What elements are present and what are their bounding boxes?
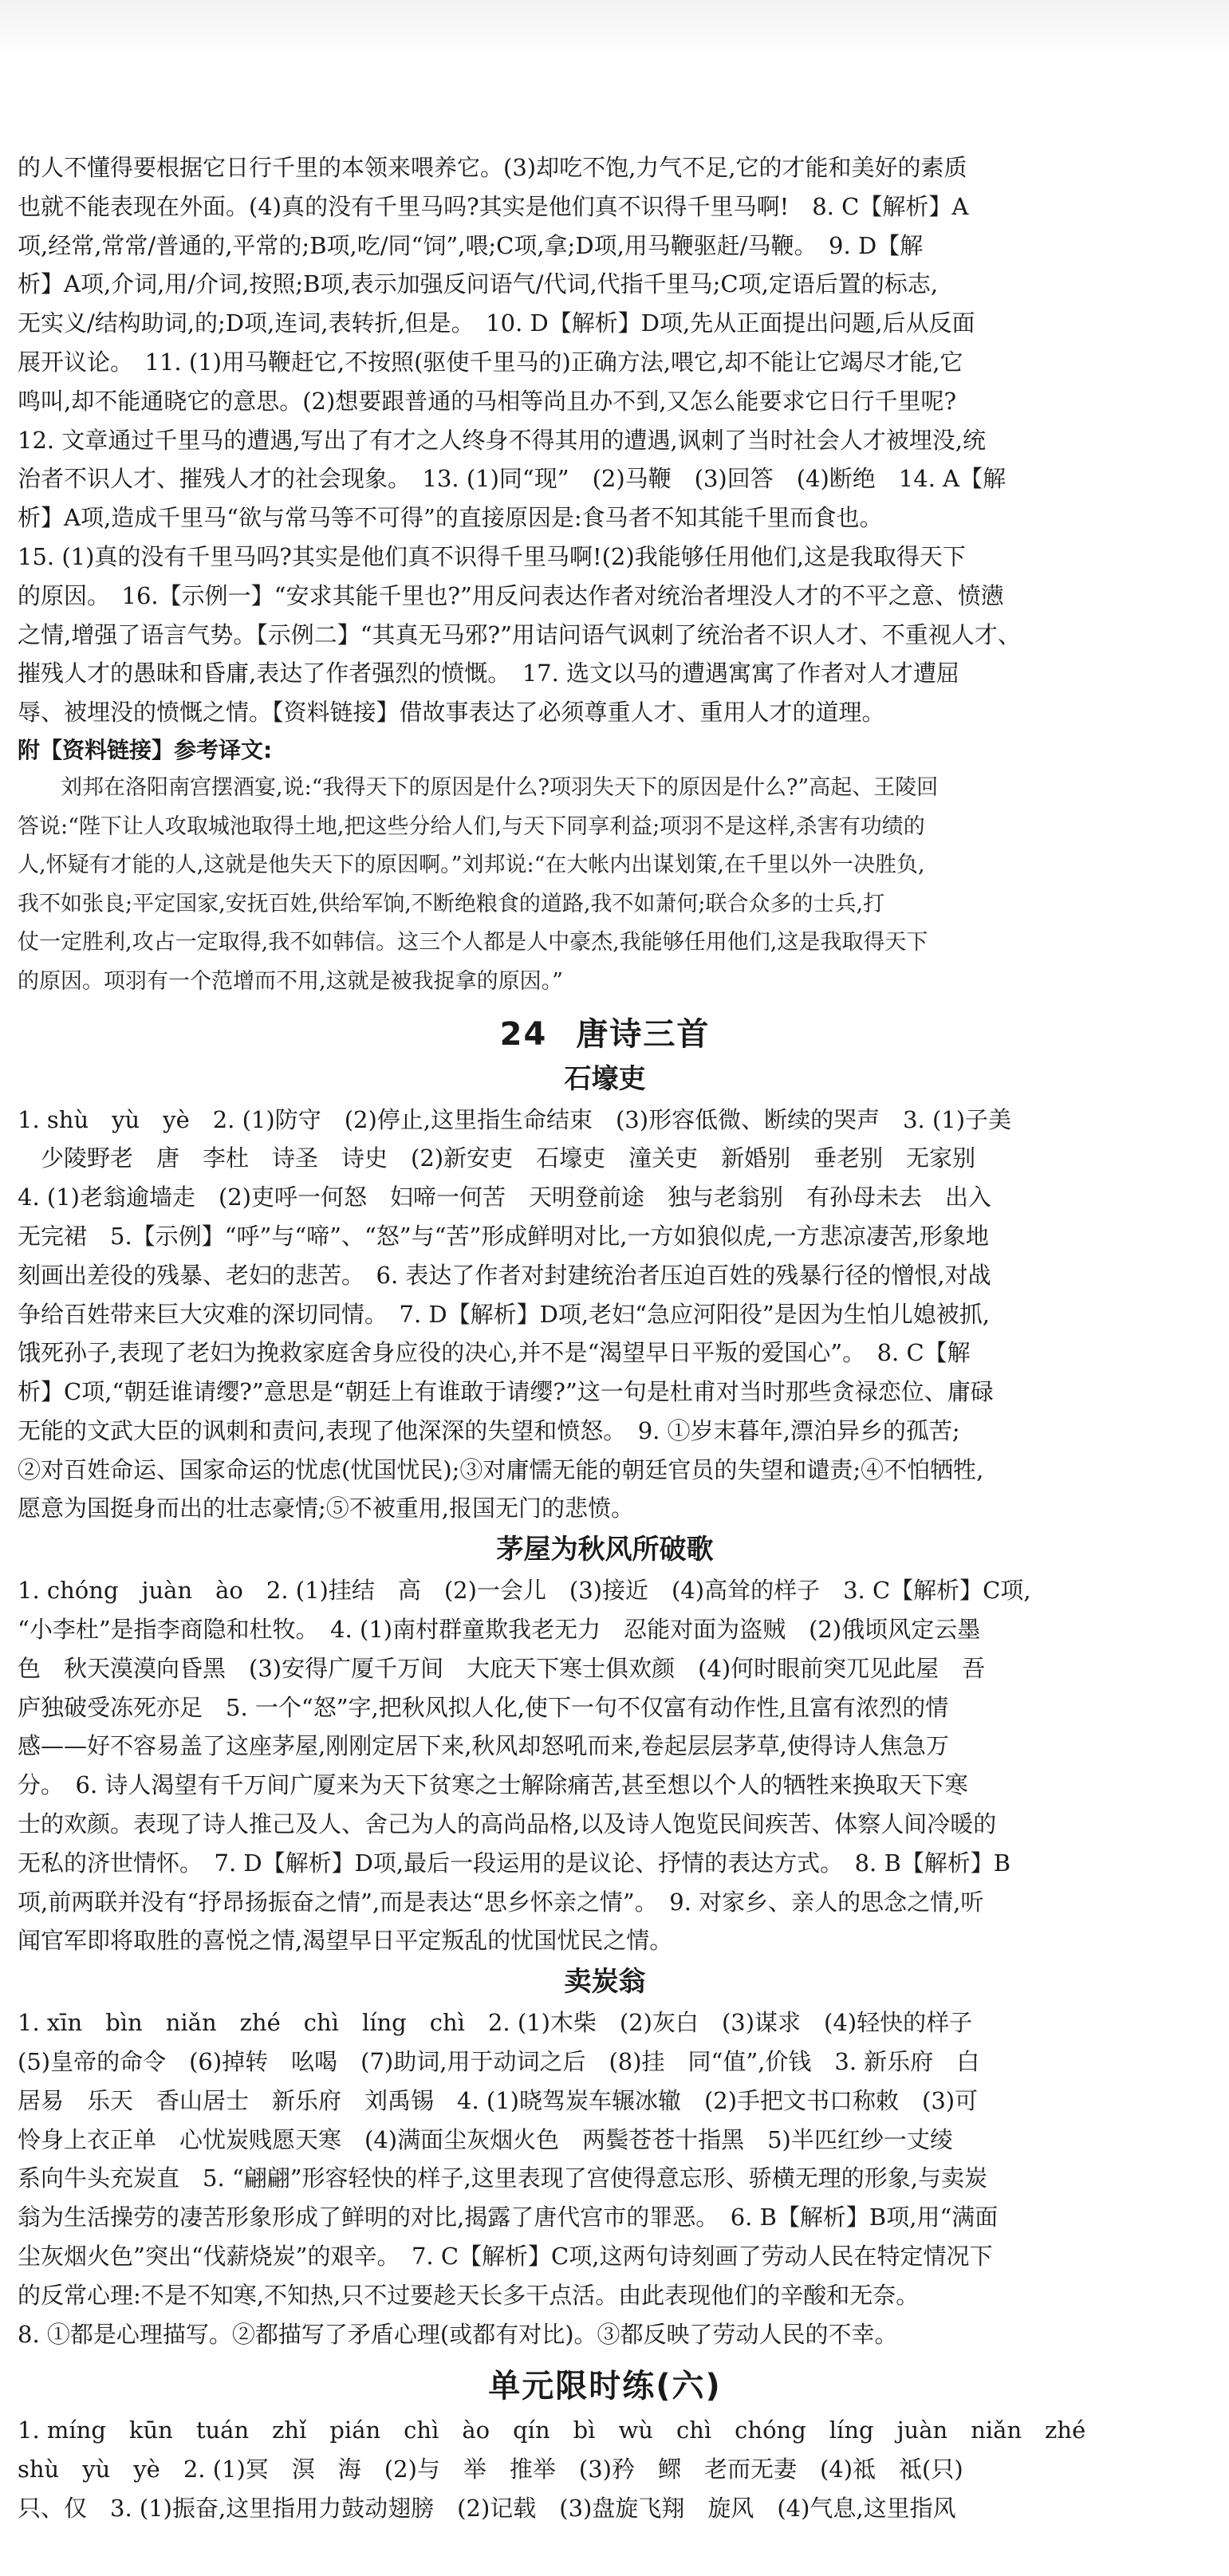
answer-line: 怜身上衣正单 心忧炭贱愿天寒 (4)满面尘灰烟火色 两鬓苍苍十指黑 5)半匹红纱一丈绫 <box>18 2125 953 2153</box>
answer-line: 无完裙 5.【示例】“呼”与“啼”、“怒”与“苦”形成鲜明对比,一方如狼似虎,一方悲凉凄苦,形象地 <box>18 1222 989 1250</box>
answer-line: “小李杜”是指李商隐和杜牧。 4. (1)南村群童欺我老无力 忍能对面为盗贼 (2)俄顷风定云墨 <box>18 1616 981 1644</box>
answer-line: 12. 文章通过千里马的遭遇,写出了有才之人终身不得其用的遭遇,讽刺了当时社会人才被埋没,统 <box>18 426 986 454</box>
answer-line: (5)皇帝的命令 (6)掉转 吆喝 (7)助词,用于动词之后 (8)挂 同“值”,价钱 3. 新乐府 白 <box>18 2048 980 2076</box>
unit-test-answers <box>18 2411 1192 2527</box>
answer-line: 争给百姓带来巨大灾难的深切同情。 7. D【解析】D项,老妇“急应河阳役”是因为生怕儿媳被抓, <box>18 1300 990 1328</box>
answer-line: 系向牛头充炭直 5. “翩翩”形容轻快的样子,这里表现了宫使得意忘形、骄横无理的形象,与卖炭 <box>18 2164 987 2192</box>
appendix-label: 附【资料链接】参考译文: <box>18 736 273 763</box>
section-title <box>18 1013 1192 1056</box>
answer-line: 1. xīn bìn niǎn zhé chì líng chì 2. (1)木柴 (2)灰白 (3)谋求 (4)轻快的样子 <box>18 2009 973 2037</box>
answer-line: shù yù yè 2. (1)冥 溟 海 (2)与 举 推举 (3)矜 鳏 老而无妻 (4)祗 祗(只) <box>18 2456 963 2483</box>
answer-line: 8. ①都是心理描写。②都描写了矛盾心理(或都有对比)。③都反映了劳动人民的不幸。 <box>18 2320 898 2348</box>
poem3-answers <box>18 2003 1192 2353</box>
answer-line: 治者不识人才、摧残人才的社会现象。 13. (1)同“现” (2)马鞭 (3)回答 (4)断绝 14. A【解 <box>18 465 1006 493</box>
poem1-answers <box>18 1101 1192 1529</box>
section-heading: 唐诗三首 <box>576 1015 711 1053</box>
answer-line: 感——好不容易盖了这座茅屋,刚刚定居下来,秋风却怒吼而来,卷起层层茅草,使得诗人焦急万 <box>18 1732 949 1760</box>
answer-line: 4. (1)老翁逾墙走 (2)吏呼一何怒 妇啼一何苦 天明登前途 独与老翁别 有孙母未去 出入 <box>18 1184 992 1211</box>
answer-line: 析】C项,“朝廷谁请缨?”意思是“朝廷上有谁敢于请缨?”这一句是杜甫对当时那些贪禄恋位、庸碌 <box>18 1378 994 1406</box>
answer-line: 1. míng kūn tuán zhǐ pián chì ào qín bì wù chì chóng líng juàn niǎn zhé <box>18 2416 1086 2444</box>
scan-top-shading <box>0 0 1229 56</box>
answer-line: 1. shù yù yè 2. (1)防守 (2)停止,这里指生命结束 (3)形容低微、断续的哭声 3. (1)子美 <box>18 1105 1012 1133</box>
unit-test-title: 单元限时练(六) <box>488 2368 722 2405</box>
answer-line: 饿死孙子,表现了老妇为挽救家庭舍身应役的决心,并不是“渴望早日平叛的爱国心”。 8. C【解 <box>18 1339 971 1367</box>
poem2-answers <box>18 1571 1192 1960</box>
answer-line: 摧残人才的愚昧和昏庸,表达了作者强烈的愤慨。 17. 选文以马的遭遇寓寓了作者对人才遭屈 <box>18 660 960 687</box>
answer-line: 项,经常,常常/普通的,平常的;B项,吃/同“饲”,喂;C项,拿;D项,用马鞭驱赶/马鞭。 9. D【解 <box>18 231 924 259</box>
answer-line: 刻画出差役的残暴、老妇的悲苦。 6. 表达了作者对封建统治者压迫百姓的残暴行径的憎恨,对战 <box>18 1261 991 1289</box>
answer-line: 愿意为国挺身而出的壮志豪情;⑤不被重用,报国无门的悲愤。 <box>18 1495 634 1522</box>
answer-line: 15. (1)真的没有千里马吗?其实是他们真不识得千里马啊!(2)我能够任用他们,这是我取得天下 <box>18 542 966 570</box>
answer-line: 无能的文武大臣的讽刺和责问,表现了他深深的失望和愤怒。 9. ①岁末暮年,漂泊异乡的孤苦; <box>18 1416 960 1444</box>
answer-line: 闻官军即将取胜的喜悦之情,渴望早日平定叛乱的忧国忧民之情。 <box>18 1927 673 1955</box>
translation-line: 人,怀疑有才能的人,这就是他失天下的原因啊。”刘邦说:“在大帐内出谋划策,在千里以外一决胜负, <box>18 853 925 878</box>
answer-line: 无实义/结构助词,的;D项,连词,表转折,但是。 10. D【解析】D项,先从正面提出问题,后从反面 <box>18 309 975 337</box>
answer-line: 项,前两联并没有“抒昂扬振奋之情”,而是表达“思乡怀亲之情”。 9. 对家乡、亲人的思念之情,听 <box>18 1888 984 1916</box>
answer-line: 之情,增强了语言气势。【示例二】“其真无马邪?”用诘问语气讽刺了统治者不识人才、不重视人才、 <box>18 620 1021 648</box>
answer-line: 分。 6. 诗人渴望有千万间广厦来为天下贫寒之士解除痛苦,甚至想以个人的牺牲来换取天下寒 <box>18 1771 968 1799</box>
answer-line: 色 秋天漠漠向昏黑 (3)安得广厦千万间 大庇天下寒士俱欢颜 (4)何时眼前突兀见此屋 吾 <box>18 1654 986 1682</box>
answer-line: 1. chóng juàn ào 2. (1)挂结 高 (2)一会儿 (3)接近 (4)高耸的样子 3. C【解析】C项, <box>18 1577 1031 1605</box>
answer-line: 展开议论。 11. (1)用马鞭赶它,不按照(驱使千里马的)正确方法,喂它,却不能让它竭尽才能,它 <box>18 348 963 376</box>
answer-line: 士的欢颜。表现了诗人推己及人、舍己为人的高尚品格,以及诗人饱览民间疾苦、体察人间冷暖的 <box>18 1810 997 1838</box>
translation-section <box>18 769 1192 1002</box>
answer-line: 庐独破受冻死亦足 5. 一个“怒”字,把秋风拟人化,使下一句不仅富有动作性,且富有浓烈的情 <box>18 1693 949 1721</box>
translation-line: 刘邦在洛阳南宫摆酒宴,说:“我得天下的原因是什么?项羽失天下的原因是什么?”高起、王陵回 <box>18 774 939 800</box>
poem-title-maowu: 茅屋为秋风所破歌 <box>496 1534 714 1566</box>
translation-line: 我不如张良;平定国家,安抚百姓,供给军饷,不断绝粮食的道路,我不如萧何;联合众多的士兵,打 <box>18 891 885 916</box>
section-number: 24 <box>499 1015 548 1053</box>
answer-line: 翁为生活操劳的凄苦形象形成了鲜明的对比,揭露了唐代宫市的罪恶。 6. B【解析】B项,用“满面 <box>18 2204 999 2231</box>
answer-line: 只、仅 3. (1)振奋,这里指用力鼓动翅膀 (2)记载 (3)盘旋飞翔 旋风 (4)气息,这里指风 <box>18 2495 956 2523</box>
answer-line: 的原因。 16.【示例一】“安求其能千里也?”用反问表达作者对统治者埋没人才的不平之意、愤懑 <box>18 581 1004 609</box>
answer-line: 尘灰烟火色”突出“伐薪烧炭”的艰辛。 7. C【解析】C项,这两句诗刻画了劳动人民在特定情况下 <box>18 2243 993 2271</box>
answer-line: 居易 乐天 香山居士 新乐府 刘禹锡 4. (1)晓驾炭车辗冰辙 (2)手把文书口称敕 (3)可 <box>18 2086 979 2114</box>
answer-line: 辱、被埋没的愤慨之情。【资料链接】借故事表达了必须尊重人才、重用人才的道理。 <box>18 699 885 727</box>
answer-line: 无私的济世情怀。 7. D【解析】D项,最后一段运用的是议论、抒情的表达方式。 8. B【解析】B <box>18 1849 1011 1877</box>
translation-line: 答说:“陛下让人攻取城池取得土地,把这些分给人们,与天下同享利益;项羽不是这样,杀害有功绩的 <box>18 813 925 839</box>
intro-section <box>18 148 1192 732</box>
translation-line: 仗一定胜利,攻占一定取得,我不如韩信。这三个人都是人中豪杰,我能够任用他们,这是我取得天下 <box>18 930 928 955</box>
answer-line: 少陵野老 唐 李杜 诗圣 诗史 (2)新安吏 石壕吏 潼关吏 新婚别 垂老别 无家别 <box>18 1144 976 1172</box>
answer-line: 的人不懂得要根据它日行千里的本领来喂养它。(3)却吃不饱,力气不足,它的才能和美好的素质 <box>18 154 967 181</box>
answer-line: 析】A项,造成千里马“欲与常马等不可得”的直接原因是:食马者不知其能千里而食也。 <box>18 504 883 532</box>
answer-line: 的反常心理:不是不知寒,不知热,只不过要趁天长多干点活。由此表现他们的辛酸和无奈。 <box>18 2281 920 2309</box>
answer-line: 析】A项,介词,用/介词,按照;B项,表示加强反问语气/代词,代指千里马;C项,定语后置的标志, <box>18 270 939 298</box>
poem-title-shihaoli: 石壕吏 <box>564 1062 646 1095</box>
answer-line: ②对百姓命运、国家命运的忧虑(忧国忧民);③对庸懦无能的朝廷官员的失望和谴责;④不怕牺牲, <box>18 1455 984 1483</box>
poem-title-maitanweng: 卖炭翁 <box>564 1966 646 1999</box>
translation-line: 的原因。项羽有一个范增而不用,这就是被我捉拿的原因。” <box>18 968 563 994</box>
answer-line: 也就不能表现在外面。(4)真的没有千里马吗?其实是他们真不识得千里马啊! 8. C【解析】A <box>18 192 969 220</box>
answer-line: 鸣叫,却不能通晓它的意思。(2)想要跟普通的马相等尚且办不到,又怎么能要求它日行千里呢? <box>18 387 957 415</box>
